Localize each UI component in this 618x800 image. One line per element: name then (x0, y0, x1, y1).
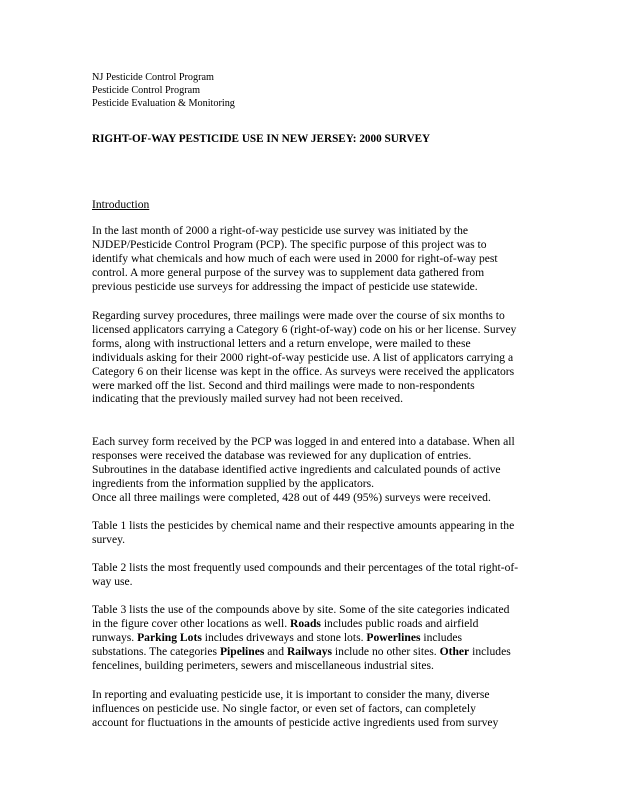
paragraph (92, 519, 532, 547)
text-line: influences on pesticide use. No single factor, or even set of factors, can completely (92, 701, 476, 715)
site-term: Parking Lots (137, 630, 202, 644)
text-line: forms, along with instructional letters and a return envelope, were mailed to these (92, 336, 471, 350)
text-line: Table 2 lists the most frequently used compounds and their percentages of the total right-of- (92, 561, 519, 574)
text-line: control. A more general purpose of the survey was to supplement data gathered from (92, 265, 485, 279)
text-run: and (264, 644, 287, 658)
text-line: identify what chemicals and how much of each were used in 2000 for right-of-way pest (92, 251, 498, 265)
paragraph (92, 603, 532, 673)
paragraph (92, 309, 532, 406)
paragraph (92, 224, 532, 294)
text-line: account for fluctuations in the amounts of pesticide active ingredients used from survey (92, 715, 499, 729)
text-line (92, 645, 532, 659)
site-term: Pipelines (219, 644, 265, 658)
paragraph (92, 491, 532, 505)
text-line: Once all three mailings were completed, 428 out of 449 (95%) surveys were received. (92, 491, 491, 504)
section-heading: Introduction (92, 198, 150, 211)
text-line: fencelines, building perimeters, sewers and miscellaneous industrial sites. (92, 658, 434, 672)
site-term: Railways (286, 644, 333, 658)
text-line: way use. (92, 574, 133, 588)
text-line (92, 631, 532, 645)
text-line: Table 1 lists the pesticides by chemical name and their respective amounts appearing in the (92, 519, 515, 532)
text-line: In the last month of 2000 a right-of-way pesticide use survey was initiated by the (92, 224, 469, 237)
site-term: Other (439, 644, 470, 658)
site-term: Roads (290, 616, 321, 630)
text-line: Regarding survey procedures, three mailings were made over the course of six months to (92, 309, 505, 322)
header-line: NJ Pesticide Control Program (92, 72, 214, 83)
text-line: Category 6 on their license was kept in the office. As surveys were received the applicators (92, 364, 515, 378)
text-line: Each survey form received by the PCP was logged in and entered into a database. When all (92, 435, 515, 448)
text-run: in the figure cover other locations as well. (92, 616, 290, 630)
text-line: individuals asking for their 2000 right-of-way pesticide use. A list of applicators carrying a (92, 350, 514, 364)
site-term: Powerlines (366, 630, 421, 644)
header-line: Pesticide Control Program (92, 85, 201, 97)
paragraph (92, 688, 532, 730)
text-run: includes public roads and airfield (320, 616, 479, 630)
text-run: substations. The categories (92, 644, 220, 658)
text-line: were marked off the list. Second and third mailings were made to non-respondents (92, 378, 475, 392)
text-line: indicating that the previously mailed survey had not been received. (92, 392, 403, 406)
document-title: RIGHT-OF-WAY PESTICIDE USE IN NEW JERSEY: 2000 SURVEY (92, 133, 431, 145)
text-run: includes driveways and stone lots. (201, 630, 367, 644)
text-line: licensed applicators carrying a Category 6 (right-of-way) code on his or her license. Survey (92, 322, 517, 336)
text-run: runways. (92, 630, 138, 644)
text-line: ingredients from the information supplied by the applicators. (92, 476, 375, 490)
text-line: previous pesticide use surveys for addressing the impact of pesticide use statewide. (92, 279, 478, 293)
paragraph (92, 561, 532, 589)
header-line: Pesticide Evaluation & Monitoring (92, 98, 235, 110)
text-run: include no other sites. (332, 644, 440, 658)
text-line: NJDEP/Pesticide Control Program (PCP). The specific purpose of this project was to (92, 237, 487, 251)
text-line (92, 617, 532, 631)
text-line: survey. (92, 532, 126, 546)
document-header (92, 71, 235, 111)
text-line: responses were received the database was reviewed for any duplication of entries. (92, 448, 472, 462)
text-run: includes (469, 644, 511, 658)
text-line: Subroutines in the database identified active ingredients and calculated pounds of active (92, 462, 501, 476)
text-line: Table 3 lists the use of the compounds above by site. Some of the site categories indicated (92, 603, 510, 616)
text-run: includes (420, 630, 463, 644)
text-line: In reporting and evaluating pesticide use, it is important to consider the many, diverse (92, 688, 490, 701)
paragraph (92, 435, 532, 491)
